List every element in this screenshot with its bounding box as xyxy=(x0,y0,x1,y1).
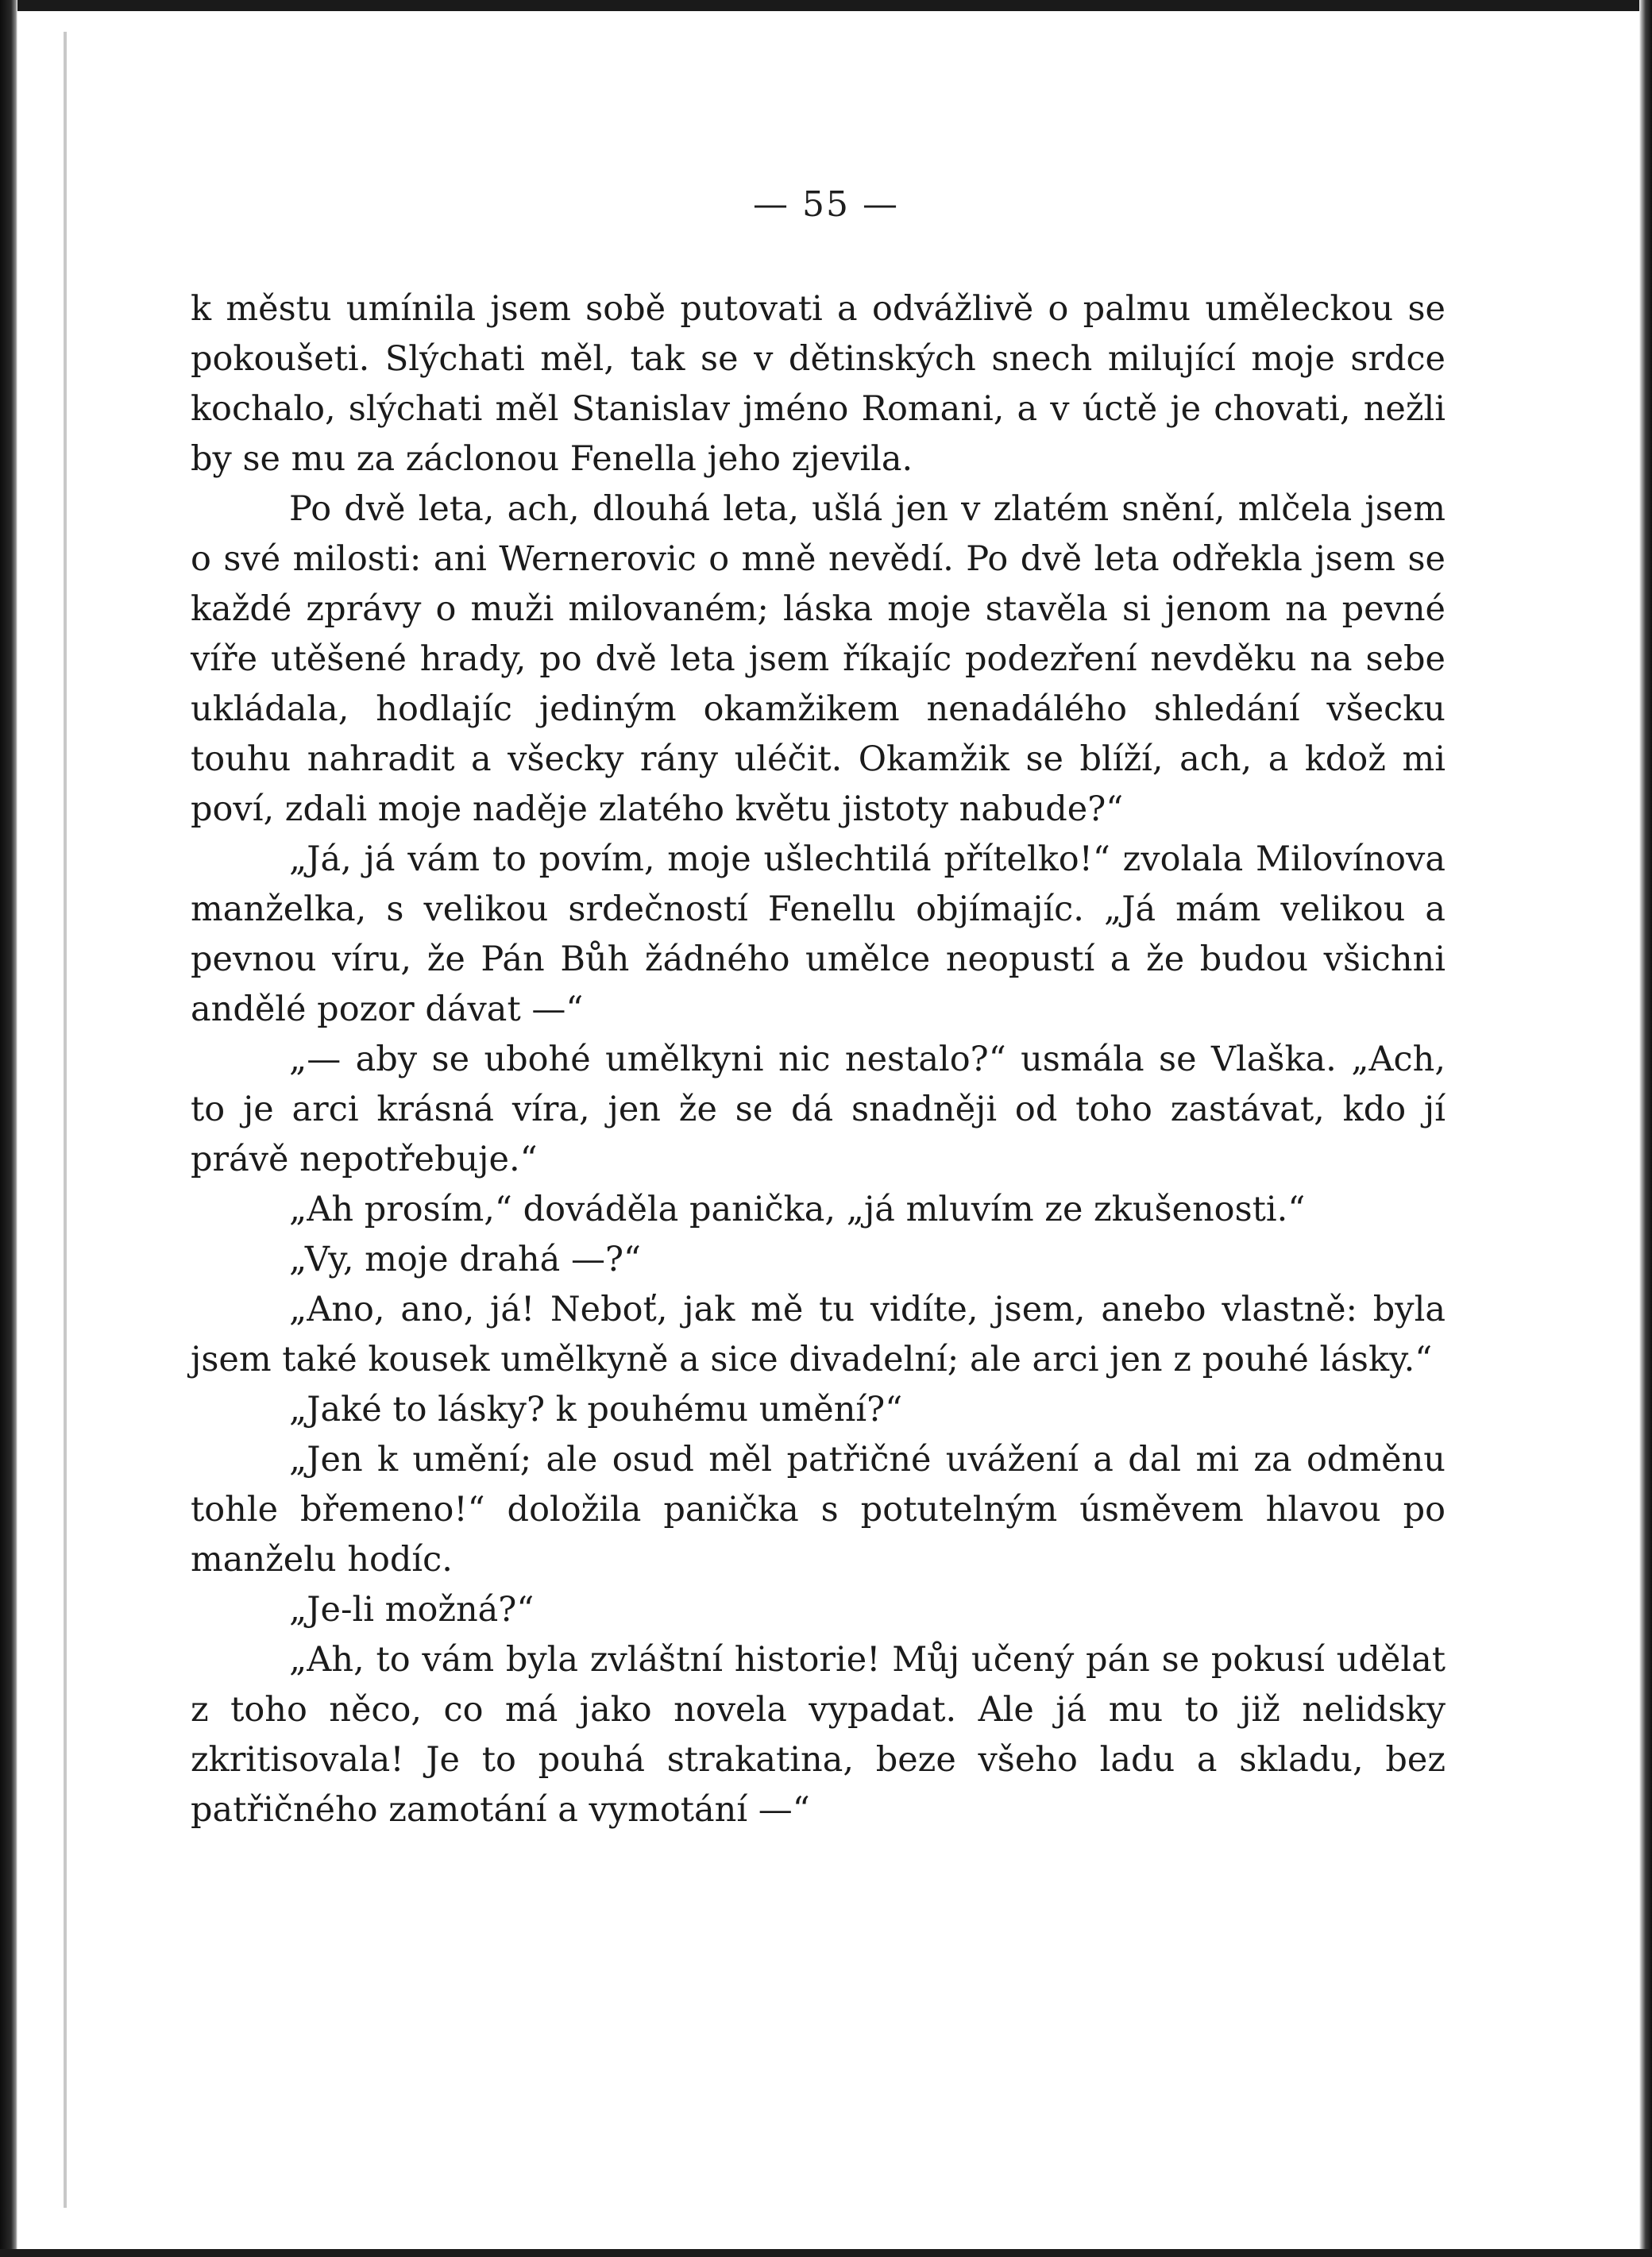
paragraph: „Jaké to lásky? k pouhému umění?“ xyxy=(289,1390,903,1429)
paragraph: „Ah prosím,“ dováděla panička, „já mluvím ze zkušenosti.“ xyxy=(289,1190,1306,1229)
paragraph: „— aby se ubohé umělkyni nic nestalo?“ usmála se Vlaška. „Ach, to je arci krásná víra, jen že se dá snadněji od toho zastávat, kdo jí právě nepotřebuje.“ xyxy=(191,1040,1446,1179)
body-text xyxy=(191,284,1446,1835)
paragraph: „Ano, ano, já! Neboť, jak mě tu vidíte, jsem, anebo vlastně: byla jsem také kousek umělkyně a sice divadelní; ale arci jen z pouhé lásky.“ xyxy=(191,1290,1446,1379)
scan-gutter-line xyxy=(64,32,67,2208)
page-number: — 55 — xyxy=(753,184,899,225)
scan-edge-bottom xyxy=(0,2249,1652,2257)
paragraph: „Já, já vám to povím, moje ušlechtilá přítelko!“ zvolala Milovínova manželka, s velikou srdečností Fenellu objímajíc. „Já mám velikou a pevnou víru, že Pán Bůh žádného umělce neopustí a že budou všichni andělé pozor dávat —“ xyxy=(191,839,1446,1029)
paragraph: Po dvě leta, ach, dlouhá leta, ušlá jen v zlatém snění, mlčela jsem o své milosti: ani Wernerovic o mně nevědí. Po dvě leta odřekla jsem se každé zprávy o muži milovaném; láska moje stavěla si jenom na pevné víře utěšené hrady, po dvě leta jsem říkajíc podezření nevděku na sebe ukládala, hodlajíc jediným okamžikem nenadálého shledání všecku touhu nahradit a všecky rány uléčit. Okamžik se blíží, ach, a kdož mi poví, zdali moje naděje zlatého květu jistoty nabude?“ xyxy=(191,489,1446,829)
paragraph: „Ah, to vám byla zvláštní historie! Můj učený pán se pokusí udělat z toho něco, co má jako novela vypadat. Ale já mu to již nelidsky zkritisovala! Je to pouhá strakatina, beze všeho ladu a skladu, bez patřičného zamotání a vymotání —“ xyxy=(191,1640,1446,1830)
scan-edge-left xyxy=(0,0,17,2257)
scan-edge-right xyxy=(1639,0,1652,2257)
paragraph: „Vy, moje drahá —?“ xyxy=(289,1240,642,1279)
scan-edge-top xyxy=(0,0,1652,11)
paragraph: „Je-li možná?“ xyxy=(289,1590,535,1630)
paragraph: k městu umínila jsem sobě putovati a odvážlivě o palmu uměleckou se pokoušeti. Slýchati měl, tak se v dětinských snech milující moje srdce kochalo, slýchati měl Stanislav jméno Romani, a v úctě je chovati, nežli by se mu za záclonou Fenella jeho zjevila. xyxy=(191,289,1446,479)
paragraph: „Jen k umění; ale osud měl patřičné uvážení a dal mi za odměnu tohle břemeno!“ doložila panička s potutelným úsměvem hlavou po manželu hodíc. xyxy=(191,1440,1446,1580)
